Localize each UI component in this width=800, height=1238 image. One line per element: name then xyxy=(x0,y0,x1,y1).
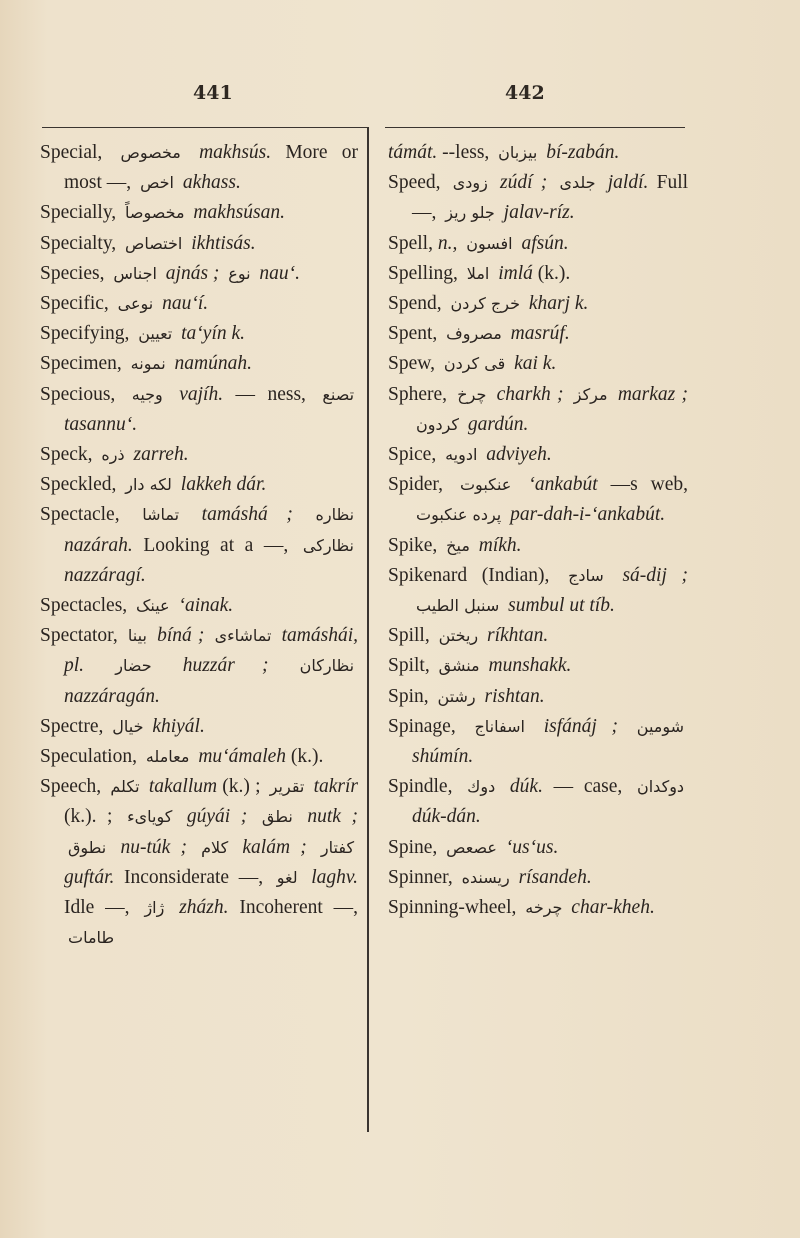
transliteration: ‘us‘us. xyxy=(505,836,559,858)
english-text: Spectator, xyxy=(40,625,118,647)
persian-text: مخصوصاً xyxy=(125,203,185,223)
transliteration: nu-túk ; xyxy=(120,836,187,858)
dictionary-entry xyxy=(388,380,688,440)
transliteration: takrír xyxy=(313,776,358,798)
right-column xyxy=(388,138,688,923)
english-text: Speculation, xyxy=(40,746,137,768)
dictionary-entry xyxy=(40,380,358,440)
dictionary-entry xyxy=(388,138,688,168)
transliteration: par-dah-i-‘ankabút. xyxy=(510,504,666,526)
transliteration: char-kheh. xyxy=(571,897,655,919)
persian-text: تقریر xyxy=(269,777,305,797)
english-text: Spice, xyxy=(388,444,437,466)
transliteration: vajíh. xyxy=(179,383,224,405)
transliteration: ta‘yín k. xyxy=(181,323,246,345)
dictionary-entry xyxy=(40,319,358,349)
dictionary-entry xyxy=(388,168,688,228)
english-text: — case, xyxy=(553,776,623,798)
persian-text: کردون xyxy=(416,414,460,434)
persian-text: کویاىء xyxy=(127,807,173,827)
dictionary-entry xyxy=(388,319,688,349)
persian-text: تماشا xyxy=(142,505,180,525)
transliteration: tamáshá ; xyxy=(201,504,293,526)
dictionary-entry xyxy=(388,621,688,651)
transliteration: dúk. xyxy=(509,776,543,798)
transliteration: akhass. xyxy=(182,172,241,194)
english-text: Spilt, xyxy=(388,655,430,677)
persian-text: سنبل الطیب xyxy=(416,596,500,616)
transliteration: támát. xyxy=(388,142,438,163)
transliteration: rishtan. xyxy=(484,685,545,707)
dictionary-entry xyxy=(388,531,688,561)
persian-text: ژاژ xyxy=(144,898,165,918)
persian-text: وجیه xyxy=(131,384,163,404)
persian-text: مرکز xyxy=(573,384,608,404)
english-text: Idle —, xyxy=(64,897,130,919)
column-divider xyxy=(367,127,369,1132)
dictionary-entry xyxy=(40,772,358,953)
dictionary-entry xyxy=(388,440,688,470)
dictionary-entry xyxy=(388,772,688,832)
persian-text: لکه دار xyxy=(125,475,172,495)
persian-text: خرج کردن xyxy=(450,294,520,314)
english-text: Spine, xyxy=(388,836,438,858)
dictionary-entry xyxy=(40,229,358,259)
persian-text: مصروف xyxy=(446,324,502,344)
english-text: Spike, xyxy=(388,534,438,556)
transliteration: shúmín. xyxy=(412,746,474,768)
transliteration: tamáshái, pl. xyxy=(64,625,359,677)
persian-text: جلدی xyxy=(559,173,596,193)
dictionary-entry xyxy=(388,259,688,289)
dictionary-entry xyxy=(388,229,688,259)
persian-text: نوع xyxy=(228,263,251,283)
persian-text: اسفاناج xyxy=(474,716,525,736)
english-text: Spinner, xyxy=(388,866,453,888)
dictionary-entry xyxy=(40,591,358,621)
english-text: Spin, xyxy=(388,685,429,707)
persian-text: زودی xyxy=(452,173,488,193)
persian-text: رشتن xyxy=(437,686,476,706)
persian-text: نمونه xyxy=(130,354,166,374)
transliteration: dúk-dán. xyxy=(412,806,481,828)
transliteration: nazzáragí. xyxy=(64,564,146,586)
transliteration: ríkhtan. xyxy=(487,625,549,647)
persian-text: ادویه xyxy=(445,445,478,465)
dictionary-entry xyxy=(40,138,358,198)
persian-text: کفتار xyxy=(320,837,355,857)
dictionary-entry xyxy=(40,349,358,379)
persian-text: معامله xyxy=(145,747,190,767)
persian-text: نظاره xyxy=(315,505,355,525)
persian-text: نطوق xyxy=(68,837,107,857)
persian-text: حضار xyxy=(115,656,152,676)
persian-text: لغو xyxy=(276,867,298,887)
persian-text: پرده عنکبوت xyxy=(416,505,502,525)
english-text: Speckled, xyxy=(40,474,117,496)
persian-text: ریختن xyxy=(438,626,479,646)
english-text: Spider, xyxy=(388,474,444,496)
transliteration: sumbul ut tíb. xyxy=(508,595,615,617)
transliteration: guftár. xyxy=(64,866,115,888)
english-text: Spew, xyxy=(388,353,435,375)
english-text: Incoherent —, xyxy=(239,897,359,919)
dictionary-entry xyxy=(40,742,358,772)
english-text: —s web, xyxy=(610,474,689,496)
header-rule-left xyxy=(42,127,367,128)
english-text: Spelling, xyxy=(388,262,458,284)
transliteration: zházh. xyxy=(179,897,229,919)
english-text: Spinning-wheel, xyxy=(388,897,517,919)
persian-text: عنکبوت xyxy=(459,475,512,495)
transliteration: nazzáragán. xyxy=(64,685,160,707)
english-text: Speck, xyxy=(40,444,93,466)
transliteration: makhsúsan. xyxy=(193,202,285,224)
english-text: (k.). ; xyxy=(64,806,113,828)
english-text: Spend, xyxy=(388,293,442,315)
english-text: Spill, xyxy=(388,625,430,647)
transliteration: adviyeh. xyxy=(486,444,552,466)
persian-text: مخصوص xyxy=(120,143,181,162)
transliteration: n., xyxy=(437,232,458,254)
transliteration: nutk ; xyxy=(307,806,359,828)
persian-text: افسون xyxy=(466,233,513,253)
transliteration: isfánáj ; xyxy=(543,715,619,737)
english-text: Spell, xyxy=(388,232,433,254)
persian-text: میخ xyxy=(446,535,470,555)
dictionary-entry xyxy=(40,712,358,742)
transliteration: makhsús. xyxy=(199,142,272,163)
transliteration: rísandeh. xyxy=(518,866,592,888)
header-rule-right xyxy=(385,127,685,128)
persian-text: دوکدان xyxy=(636,777,685,797)
transliteration: charkh ; xyxy=(496,383,564,405)
english-text: Specimen, xyxy=(40,353,122,375)
transliteration: masrúf. xyxy=(510,323,570,345)
persian-text: چرخه xyxy=(525,898,563,918)
english-text: Specially, xyxy=(40,202,117,224)
transliteration: gardún. xyxy=(467,413,529,435)
left-column xyxy=(40,138,358,953)
english-text: More or most —, xyxy=(64,142,359,194)
dictionary-entry xyxy=(40,470,358,500)
persian-text: عینک xyxy=(136,596,170,616)
transliteration: kai k. xyxy=(514,353,557,375)
transliteration: huzzár ; xyxy=(182,655,269,677)
transliteration: ‘ainak. xyxy=(178,595,234,617)
persian-text: ریسنده xyxy=(461,867,510,887)
dictionary-entry xyxy=(388,893,688,923)
persian-text: کلام xyxy=(201,837,229,857)
transliteration: nau‘í. xyxy=(162,293,209,315)
transliteration: lakkeh dár. xyxy=(180,474,267,496)
page-number-right: 442 xyxy=(505,82,545,104)
english-text: Inconsiderate —, xyxy=(124,866,264,888)
persian-text: اجناس xyxy=(113,263,157,283)
persian-text: خیال xyxy=(112,716,144,736)
persian-text: سادج xyxy=(568,565,604,585)
persian-text: دوك xyxy=(467,777,496,797)
transliteration: afsún. xyxy=(521,232,569,254)
persian-text: تماشاءی xyxy=(214,626,272,646)
dictionary-entry xyxy=(40,198,358,228)
persian-text: بینا xyxy=(127,626,147,646)
transliteration: míkh. xyxy=(478,534,522,556)
english-text: (k.). xyxy=(290,746,324,768)
english-text: --less, xyxy=(442,142,490,163)
persian-text: تکلم xyxy=(110,777,140,797)
transliteration: takallum xyxy=(148,776,218,798)
english-text: Specific, xyxy=(40,293,109,315)
transliteration: nau‘. xyxy=(259,262,301,284)
persian-text: تصنع xyxy=(322,384,355,404)
dictionary-entry xyxy=(388,712,688,772)
english-text: Spectacle, xyxy=(40,504,120,526)
dictionary-entry xyxy=(40,500,358,591)
transliteration: markaz ; xyxy=(617,383,688,405)
dictionary-entry xyxy=(388,833,688,863)
dictionary-entry xyxy=(388,863,688,893)
transliteration: jaldí. xyxy=(607,172,649,194)
dictionary-entry xyxy=(40,621,358,712)
persian-text: منشق xyxy=(438,656,480,676)
transliteration: zúdí ; xyxy=(500,172,548,194)
english-text: Special, xyxy=(40,142,103,163)
transliteration: namúnah. xyxy=(174,353,252,375)
persian-text: اخص xyxy=(140,173,174,193)
dictionary-entry xyxy=(388,651,688,681)
persian-text: املا xyxy=(466,263,490,283)
english-text: Spinage, xyxy=(388,715,456,737)
transliteration: bíná ; xyxy=(157,625,205,647)
english-text: Spectre, xyxy=(40,715,104,737)
persian-text: بیزبان xyxy=(498,143,538,162)
dictionary-entry xyxy=(388,349,688,379)
english-text: (k.). xyxy=(537,262,571,284)
transliteration: tasannu‘. xyxy=(64,413,138,435)
persian-text: نظارکان xyxy=(299,656,355,676)
english-text: Specialty, xyxy=(40,232,117,254)
persian-text: نوعی xyxy=(117,294,154,314)
persian-text: تعیین xyxy=(138,324,173,344)
transliteration: ikhtisás. xyxy=(191,232,256,254)
english-text: Speech, xyxy=(40,776,102,798)
dictionary-entry xyxy=(388,289,688,319)
transliteration: kharj k. xyxy=(528,293,589,315)
persian-text: عصعص xyxy=(446,837,497,857)
persian-text: ذره xyxy=(101,445,125,465)
english-text: Spindle, xyxy=(388,776,453,798)
english-text: Specious, xyxy=(40,383,116,405)
transliteration: jalav-ríz. xyxy=(503,202,575,224)
transliteration: gúyái ; xyxy=(186,806,248,828)
english-text: Sphere, xyxy=(388,383,448,405)
dictionary-entry xyxy=(388,561,688,621)
persian-text: طامات xyxy=(68,928,115,948)
english-text: (k.) ; xyxy=(222,776,261,798)
english-text: Specifying, xyxy=(40,323,130,345)
persian-text: نطق xyxy=(261,807,293,827)
dictionary-entry xyxy=(40,259,358,289)
transliteration: bí-zabán. xyxy=(546,142,620,163)
transliteration: ajnás ; xyxy=(165,262,220,284)
dictionary-entry xyxy=(388,682,688,712)
transliteration: munshakk. xyxy=(488,655,572,677)
dictionary-entry xyxy=(388,470,688,530)
dictionary-entry xyxy=(40,440,358,470)
english-text: Looking at a —, xyxy=(143,534,289,556)
transliteration: sá-dij ; xyxy=(622,564,689,586)
english-text: Spikenard (Indian), xyxy=(388,564,550,586)
transliteration: kalám ; xyxy=(242,836,307,858)
persian-text: شومین xyxy=(636,716,685,736)
transliteration: nazárah. xyxy=(64,534,133,556)
english-text: Full —, xyxy=(412,172,689,224)
english-text: — ness, xyxy=(235,383,306,405)
dictionary-entry xyxy=(40,289,358,319)
transliteration: mu‘ámaleh xyxy=(198,746,287,768)
page-number-left: 441 xyxy=(193,82,233,104)
persian-text: نظارکی xyxy=(302,535,355,555)
transliteration: zarreh. xyxy=(133,444,189,466)
english-text: Species, xyxy=(40,262,105,284)
transliteration: khiyál. xyxy=(152,715,205,737)
transliteration: ‘ankabút xyxy=(528,474,598,496)
transliteration: imlá xyxy=(498,262,533,284)
transliteration: laghv. xyxy=(311,866,358,888)
english-text: Spent, xyxy=(388,323,438,345)
english-text: Spectacles, xyxy=(40,595,128,617)
persian-text: چرخ xyxy=(457,384,487,404)
persian-text: قی کردن xyxy=(443,354,506,374)
persian-text: اختصاص xyxy=(125,233,183,253)
persian-text: جلو ریز xyxy=(445,203,495,223)
english-text: Speed, xyxy=(388,172,441,194)
